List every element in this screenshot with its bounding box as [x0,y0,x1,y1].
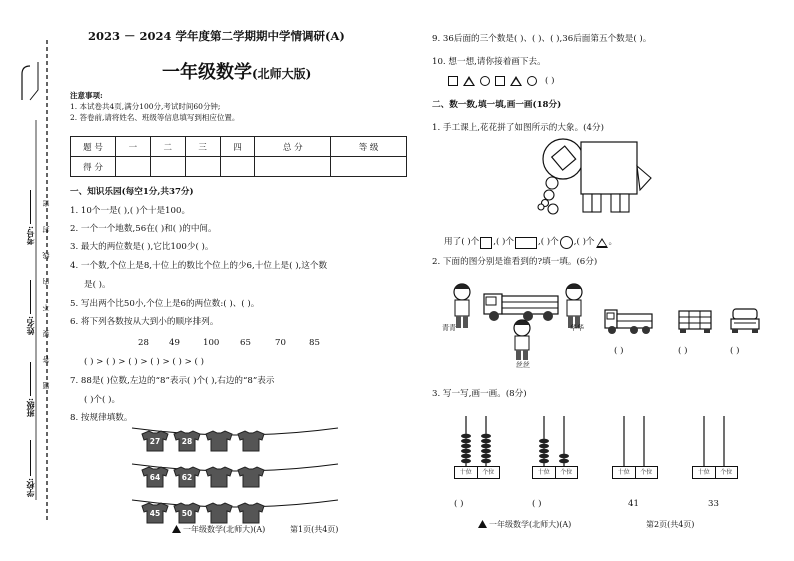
kid-figure [514,320,530,360]
abacus-tens-label: 十位 [455,467,478,478]
score-input-cell[interactable] [220,157,255,177]
score-table [70,136,407,177]
score-input-cell[interactable] [185,157,220,177]
warning-icon [478,520,487,528]
question-text: 2. 下面的图分别是谁看到的?填一填。(6分) [432,257,598,267]
abacus-ones-label: 个位 [482,469,495,476]
q6-number: 100 [203,338,220,348]
question-text: 是( )。 [84,280,111,290]
square-icon [448,76,458,86]
exam-subject [162,58,311,84]
score-table-cell: 等 级 [331,137,407,157]
score-table-cell: 三 [185,137,220,157]
question-text: 7. 88是( )位数,左边的“8”表示( )个( ),右边的“8”表示 [70,376,275,386]
seal-line-char: 线 [42,252,50,259]
sidebar-school-label: 学校: [25,478,35,497]
sidebar-school-line[interactable] [30,440,32,476]
footer-subject: 一年级数学(北师大)(A) [183,525,266,534]
score-input-cell[interactable] [255,157,331,177]
q6-number: 85 [309,338,320,348]
truck-rear-view [678,310,712,334]
sidebar-exam-no-line[interactable] [30,190,32,224]
abacus[interactable] [692,414,738,478]
score-table-cell: 二 [150,137,185,157]
answer-blank[interactable]: 用了( )个 [444,237,480,248]
triangle-icon [596,238,608,248]
shirt-number-slot [140,430,170,452]
section-1-title: 一、知识乐园(每空1分,共37分) [70,187,194,197]
abacus-ones-label: 个位 [720,469,733,476]
kid-name-label: 青青 [442,324,456,332]
sidebar-class-label: 班级: [25,398,35,417]
answer-end: 。 [608,237,618,248]
section-2-title: 二、数一数,填一填,画一画(18分) [432,100,562,110]
question-text: 1. 手工课上,花花拼了如图所示的大象。(4分) [432,123,604,133]
binding-sidebar [0,0,62,561]
score-table-header-row [71,137,407,157]
shirt-number-slot[interactable] [236,466,266,488]
shirt-number-slot [172,466,202,488]
abacus-rods [532,414,578,466]
shirt-number-label: 27 [149,437,161,446]
score-table-score-row [71,157,407,177]
score-table-cell: 一 [116,137,151,157]
rectangle-icon [515,237,537,249]
pattern-answer-blank[interactable]: ( ) [545,75,555,86]
shirt-number-label: 28 [181,437,193,446]
page-2 [424,0,794,561]
seal-line-char: 内 [42,278,50,285]
q6-answer-line[interactable]: ( ) > ( ) > ( ) > ( ) > ( ) > ( ) [84,357,204,367]
score-table-cell: 题 号 [71,137,116,157]
seal-line-char: 密 [42,200,50,207]
q6-number: 49 [169,338,180,348]
question-text: 6. 将下列各数按从大到小的顺序排列。 [70,317,219,327]
abacus-value[interactable]: ( ) [454,499,464,509]
q6-number: 28 [138,338,149,348]
abacus-rods [454,414,500,466]
abacus-tens-label: 十位 [533,467,556,478]
truck-side-view [604,306,654,336]
kid-name-label: 丝丝 [516,361,530,369]
abacus-ones-label: 个位 [640,469,653,476]
shirt-number-label: 45 [149,509,161,518]
footer-page-number: 第2页(共4页) [646,520,695,529]
seal-line-char: 不 [42,304,50,311]
shirt-number-label: 64 [149,473,161,482]
score-table-cell: 总 分 [255,137,331,157]
shirt-number-slot[interactable] [236,430,266,452]
question-text: 1. 10个一是( ),( )个十是100。 [70,206,191,216]
score-input-cell[interactable] [116,157,151,177]
abacus-value: 33 [708,499,719,509]
question-text: 5. 写出两个比50小,个位上是6的两位数:( )、( )。 [70,299,260,309]
question-text: 8. 按规律填数。 [70,413,133,423]
abacus-rods [612,414,658,466]
kid-figure [454,284,470,328]
circle-icon [560,236,573,249]
abacus-rods [692,414,738,466]
score-input-cell[interactable] [331,157,407,177]
kid-name-label: 华华 [570,324,584,332]
shirt-number-slot [140,466,170,488]
triangle-icon [510,76,522,86]
question-text: ( )个( )。 [84,395,121,405]
notice-item: 1. 本试卷共4页,满分100分,考试时间60分钟; [70,102,221,111]
question-text: 10. 想一想,请你接着画下去。 [432,57,546,67]
answer-blank[interactable]: ,( )个 [573,237,595,248]
abacus-base [692,466,738,479]
seal-line-char: 封 [42,226,50,233]
square-icon [495,76,505,86]
view-answer-blank[interactable]: ( ) [730,346,740,356]
abacus-value[interactable]: ( ) [532,499,542,509]
abacus-base [454,466,500,479]
abacus[interactable] [612,414,658,478]
kid-figure [566,284,582,328]
shirt-number-slot [172,430,202,452]
sidebar-exam-no-label: 考号: [25,226,35,245]
question-text: 2. 一个一个地数,56在( )和( )的中间。 [70,224,217,234]
seal-line-char: 答 [42,356,50,363]
answer-blank[interactable]: ,( )个 [537,237,559,248]
observation-scene [448,276,598,366]
sidebar-class-line[interactable] [30,362,32,396]
seal-line-char: 要 [42,330,50,337]
circle-icon [480,76,490,86]
abacus-ones-label: 个位 [560,469,573,476]
abacus-tens-label: 十位 [693,467,716,478]
q6-number: 70 [275,338,286,348]
square-icon [480,237,492,249]
seal-line-char: 题 [42,382,50,389]
abacus[interactable] [532,414,578,478]
elephant-figure [534,136,684,224]
abacus-base [612,466,658,479]
sidebar-name-label: 姓名: [25,316,35,335]
triangle-icon [463,76,475,86]
question-text: 3. 写一写,画一画。(8分) [432,389,527,399]
view-answer-blank[interactable]: ( ) [614,346,624,356]
circle-icon [527,76,537,86]
footer-subject: 一年级数学(北师大)(A) [489,520,572,529]
truck-front-view [730,308,760,334]
truck-figure [484,294,558,321]
shirt-number-slot [140,502,170,524]
shirt-number-slot[interactable] [204,466,234,488]
abacus-value: 41 [628,499,639,509]
abacus-base [532,466,578,479]
question-text: 4. 一个数,个位上是8,十位上的数比个位上的少6,十位上是( ),这个数 [70,261,328,271]
notice-item: 2. 答卷前,请将姓名、班级等信息填写到相应位置。 [70,113,240,122]
abacus-tens-label: 十位 [613,467,636,478]
footer-page-number: 第1页(共4页) [290,525,339,534]
page-1 [62,0,406,561]
elephant-answer-row[interactable] [444,236,617,249]
q6-number: 65 [240,338,251,348]
score-table-cell: 得 分 [71,157,116,177]
shirt-number-slot[interactable] [204,430,234,452]
shirt-number-slot[interactable] [236,502,266,524]
sidebar-name-line[interactable] [30,280,32,314]
view-answer-blank[interactable]: ( ) [678,346,688,356]
score-input-cell[interactable] [150,157,185,177]
score-table-cell: 四 [220,137,255,157]
shirt-number-label: 62 [181,473,193,482]
warning-icon [172,525,181,533]
subject-edition: (北师大版) [252,67,312,81]
shirt-number-slot [172,502,202,524]
shirt-number-label: 50 [181,509,193,518]
answer-blank[interactable]: ,( )个 [493,237,514,248]
pattern-row [448,76,554,86]
exam-title: 2023 － 2024 学年度第二学期期中学情调研(A) [88,29,345,43]
question-text: 9. 36后面的三个数是( )、( )、( ),36后面第五个数是( )。 [432,34,652,44]
abacus[interactable] [454,414,500,478]
shirt-number-slot[interactable] [204,502,234,524]
question-text: 3. 最大的两位数是( ),它比100少( )。 [70,242,214,252]
notice-title: 注意事项: [70,91,103,100]
subject-title: 一年级数学 [162,62,252,83]
